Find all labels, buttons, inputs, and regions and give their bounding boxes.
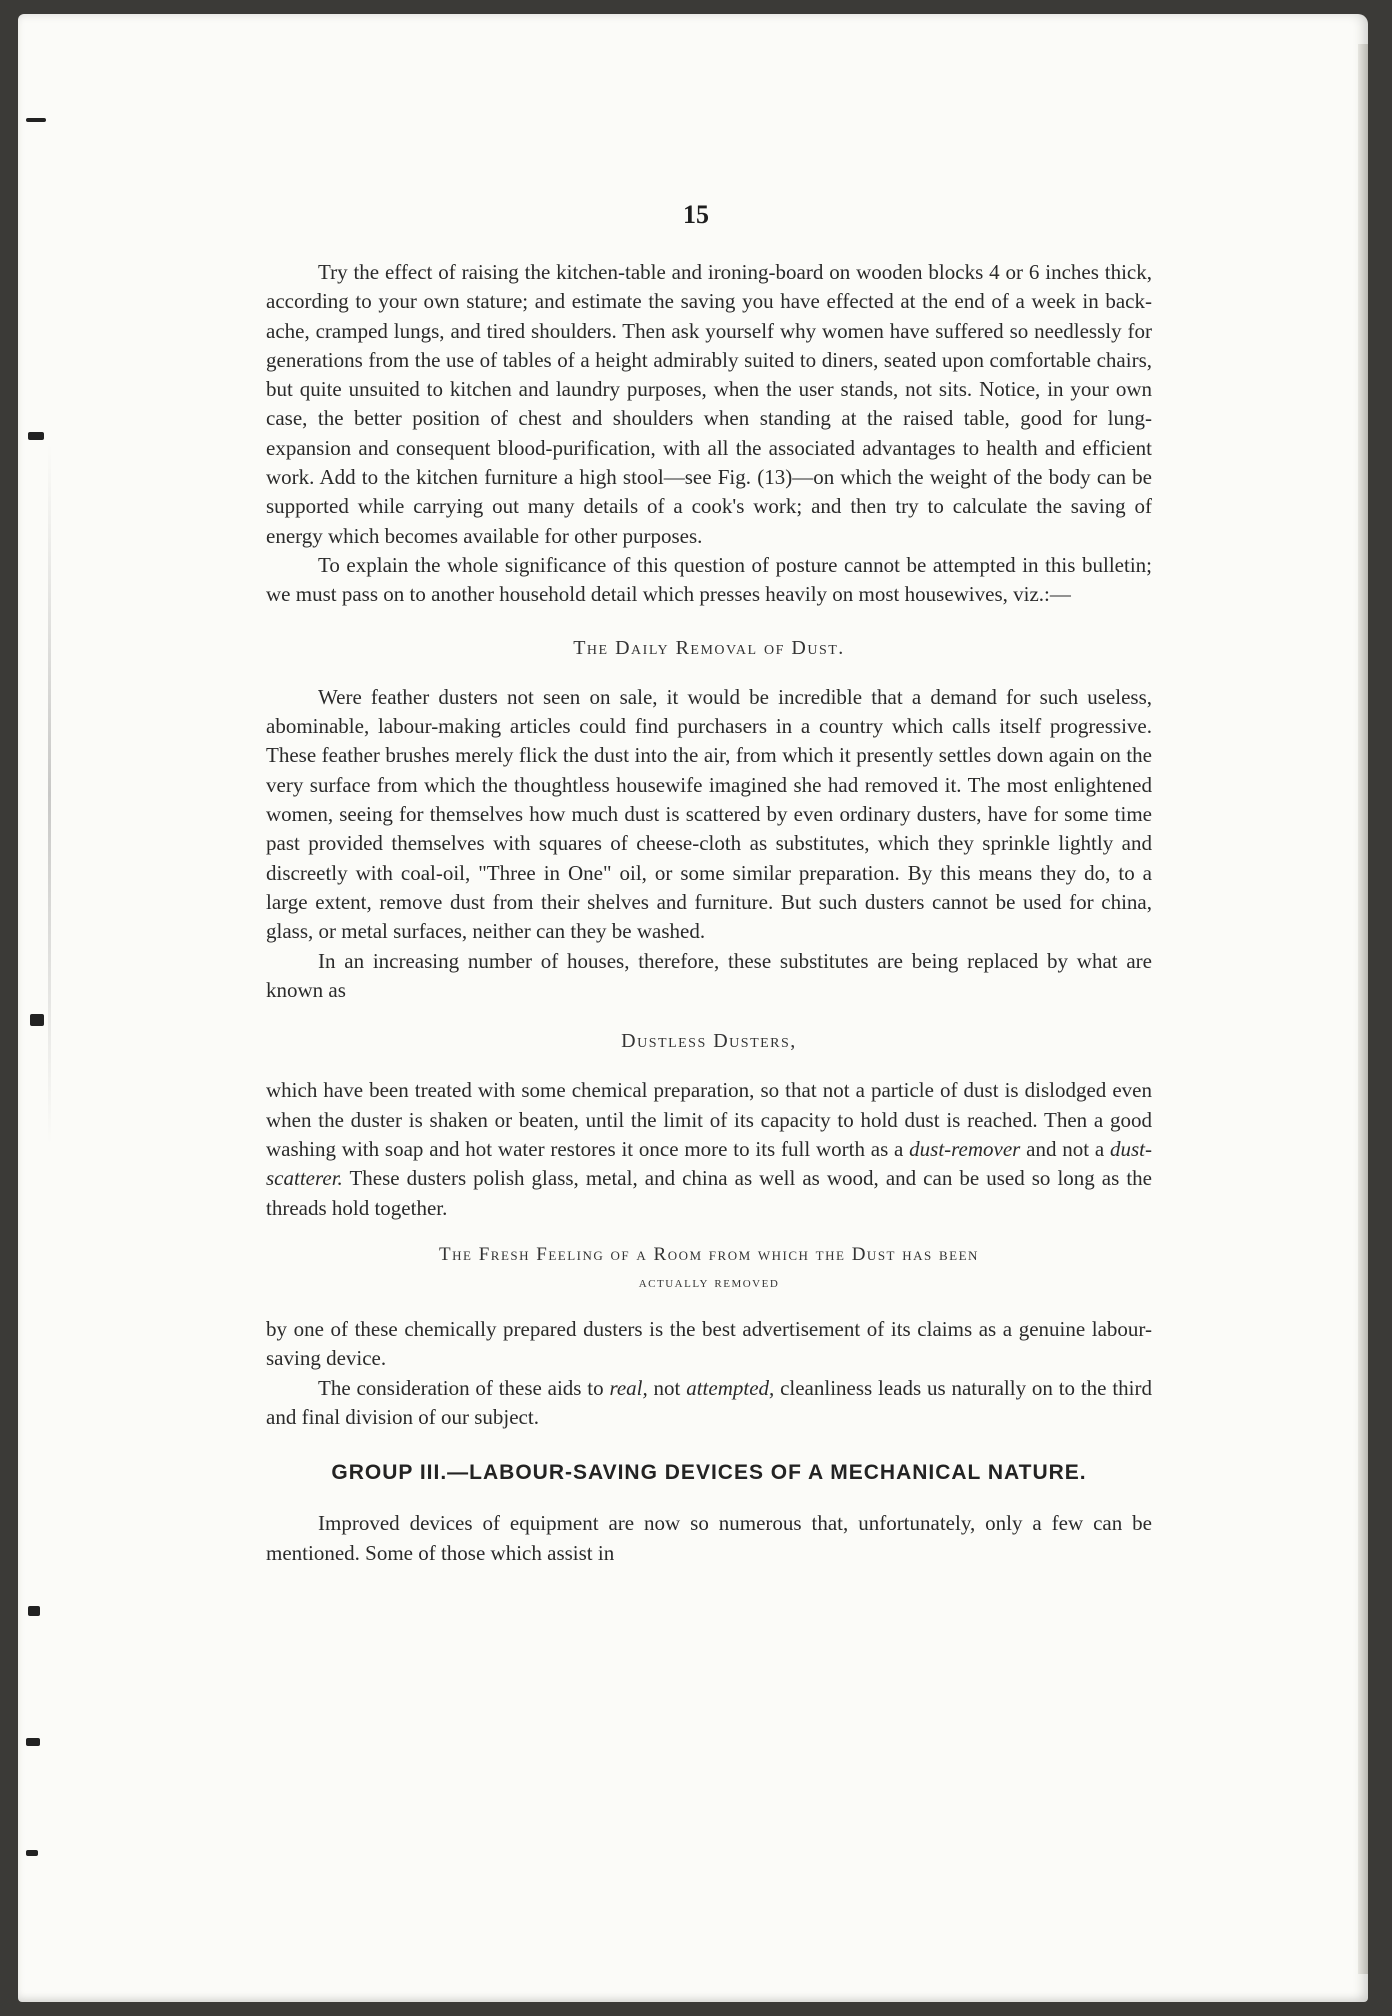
emphasis-text: attempted, — [686, 1375, 775, 1400]
paragraph-dustless-dusters — [266, 1076, 1152, 1222]
paragraph-posture: Try the effect of raising the kitchen-table and ironing-board on wooden blocks 4 or 6 inches thick, according to your own stature; and estimate the saving you have effected at the end of a week in back-ache, cramped lungs, and tired shoulders. Then ask yourself why women have suffered so needlessly for generations from the use of tables of a height admirably suited to diners, seated upon comfortable chairs, but quite unsuited to kitchen and laundry purposes, when the user stands, not sits. Notice, in your own case, the better position of chest and shoulders when standing at the raised table, good for lung-expansion and consequent blood-purification, with all the associated advantages to health and efficient work. Add to the kitchen furniture a high stool—see Fig. (13)—on which the weight of the body can be supported while carrying out many details of a cook's work; and then try to calculate the saving of energy which becomes available for other purposes. — [266, 260, 1152, 548]
paragraph-advertisement: by one of these chemically prepared dusters is the best advertisement of its claims as a genuine labour-saving device. — [266, 1316, 1152, 1371]
margin-mark — [28, 432, 44, 440]
margin-mark — [26, 118, 46, 122]
heading-fresh-feeling — [266, 1241, 1152, 1297]
margin-mark — [30, 1014, 44, 1026]
emphasis-text: dust-scatterer. — [266, 1137, 1152, 1191]
margin-mark — [26, 1850, 38, 1856]
heading-dustless-dusters: Dustless Dusters, — [621, 1030, 797, 1053]
heading-line: The Fresh Feeling of a Room from which the Dust has been — [439, 1243, 979, 1265]
heading-group-iii: GROUP III.—LABOUR-SAVING DEVICES OF A MECHANICAL NATURE. — [331, 1461, 1087, 1485]
margin-mark — [26, 1738, 40, 1746]
heading-line: actually removed — [638, 1273, 780, 1291]
page-body — [266, 258, 1152, 1568]
text-run: The consideration of these aids to — [318, 1375, 610, 1400]
page-number: 15 — [683, 200, 709, 229]
text-run: and not a — [1020, 1137, 1110, 1162]
page-edge — [1358, 44, 1368, 1974]
heading-daily-removal-of-dust: The Daily Removal of Dust. — [573, 636, 845, 659]
binding-shadow — [48, 444, 51, 1144]
margin-mark — [28, 1606, 40, 1616]
paragraph-consideration — [266, 1374, 1152, 1433]
text-run: cleanliness leads us naturally on to the third and final division of our subject. — [266, 1375, 1152, 1429]
paragraph-feather-dusters: Were feather dusters not seen on sale, it would be incredible that a demand for such useless, abominable, labour-making articles could find purchasers in a country which calls itself progressive. These feather brushes merely flick the dust into the air, from which it presently settles down again on the very surface from which the thoughtless housewife imagined she had removed it. The most enlightened women, seeing for themselves how much dust is scattered by even ordinary dusters, have for some time past provided themselves with squares of cheese-cloth as substitutes, which they sprinkle lightly and discreetly with coal-oil, "Three in One" oil, or some similar preparation. By this means they do, to a large extent, remove dust from their shelves and furniture. But such dusters cannot be used for china, glass, or metal surfaces, neither can they be washed. — [266, 684, 1152, 944]
paragraph-improved-devices: Improved devices of equipment are now so numerous that, unfortunately, only a few can be mentioned. Some of those which assist in — [266, 1511, 1152, 1565]
text-run: These dusters polish glass, metal, and china as well as wood, and can be used so long as the threads hold together. — [266, 1166, 1152, 1220]
emphasis-text: dust-remover — [909, 1137, 1021, 1162]
text-run: which have been treated with some chemical preparation, so that not a particle of dust is dislodged even when the duster is shaken or beaten, until the limit of its capacity to hold dust is reached. Then a good washing with soap and hot water restores it once more to its full worth as a — [266, 1078, 1152, 1162]
emphasis-text: real, — [609, 1375, 648, 1400]
paragraph-posture-significance: To explain the whole significance of this question of posture cannot be attempted in this bulletin; we must pass on to another household detail which presses heavily on most housewives, viz.:— — [266, 552, 1152, 607]
text-run: not — [647, 1375, 687, 1400]
paragraph-substitutes: In an increasing number of houses, therefore, these substitutes are being replaced by what are known as — [266, 948, 1152, 1002]
